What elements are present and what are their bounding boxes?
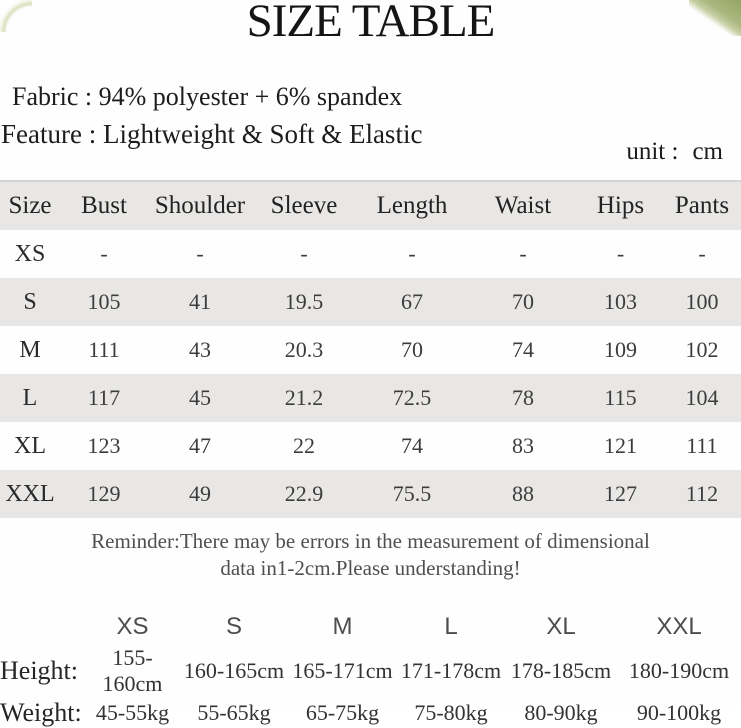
table-cell: 88 xyxy=(512,481,534,506)
table-cell: 109 xyxy=(604,337,637,362)
table-cell: XL xyxy=(14,432,46,459)
column-header: Shoulder xyxy=(154,192,246,219)
table-cell: S xyxy=(225,612,242,640)
table-cell: 78 xyxy=(512,385,534,410)
table-row xyxy=(0,608,741,645)
table-cell: 104 xyxy=(685,385,719,410)
table-cell: 75-80kg xyxy=(414,699,488,725)
table-cell: 100 xyxy=(685,289,719,314)
table-cell xyxy=(0,608,85,645)
table-row xyxy=(0,645,741,697)
table-cell: 121 xyxy=(604,433,637,458)
table-cell: XL xyxy=(546,612,576,640)
column-header: Pants xyxy=(674,192,730,219)
table-cell: S xyxy=(23,288,37,315)
table-cell: 22 xyxy=(293,433,315,458)
table-cell: XXL xyxy=(656,612,702,640)
column-header: Hips xyxy=(596,192,645,219)
table-cell: 112 xyxy=(685,481,719,506)
table-cell: - xyxy=(698,241,706,266)
column-header: Waist xyxy=(494,192,552,219)
reminder-text xyxy=(0,528,741,582)
table-cell: 74 xyxy=(401,433,423,458)
table-cell: 178-185cm xyxy=(510,658,612,683)
table-cell: 22.9 xyxy=(284,481,324,506)
table-row xyxy=(0,697,741,728)
table-cell: 171-178cm xyxy=(400,658,502,683)
unit-value: cm xyxy=(692,138,723,165)
height-weight-table xyxy=(0,608,741,728)
feature-info: Feature : Lightweight & Soft & Elastic xyxy=(1,119,423,149)
table-cell: 160-165cm xyxy=(183,658,285,683)
header-row xyxy=(0,181,741,230)
table-cell: 127 xyxy=(604,481,637,506)
table-cell: 90-100kg xyxy=(636,699,722,725)
table-row xyxy=(0,422,741,470)
table-cell: - xyxy=(300,241,308,266)
table-row xyxy=(0,470,741,518)
table-cell: 102 xyxy=(685,337,719,362)
table-cell: 155-160cm xyxy=(102,645,163,696)
table-cell: 49 xyxy=(189,481,211,506)
table-cell: - xyxy=(408,241,416,266)
table-cell: 129 xyxy=(87,481,121,506)
table-cell: 70 xyxy=(512,289,534,314)
table-cell: - xyxy=(519,241,527,266)
table-cell: M xyxy=(332,612,353,640)
table-cell: Weight: xyxy=(0,697,82,727)
fabric-info: Fabric : 94% polyester + 6% spandex xyxy=(12,82,403,111)
table-cell: 123 xyxy=(87,433,121,458)
page-title: SIZE TABLE xyxy=(246,0,495,47)
unit-label: unit : xyxy=(626,138,679,165)
column-header: Bust xyxy=(81,192,127,219)
table-cell: 47 xyxy=(189,433,211,458)
unit-note xyxy=(626,138,723,166)
table-cell: L xyxy=(22,384,38,411)
table-cell: 45-55kg xyxy=(95,699,170,725)
table-cell: M xyxy=(19,336,41,363)
table-cell: 111 xyxy=(686,433,718,458)
table-cell: - xyxy=(196,241,204,266)
column-header: Sleeve xyxy=(270,192,338,219)
table-cell: 105 xyxy=(87,289,121,314)
table-cell: 45 xyxy=(189,385,211,410)
table-cell: 20.3 xyxy=(284,337,324,362)
table-cell: L xyxy=(444,612,458,640)
column-header: Length xyxy=(376,192,448,219)
table-row xyxy=(0,326,741,374)
table-cell: 80-90kg xyxy=(524,699,598,725)
table-cell: 72.5 xyxy=(392,385,432,410)
column-header: Size xyxy=(8,192,52,219)
table-cell: 165-171cm xyxy=(292,658,393,683)
table-cell: XS xyxy=(116,612,149,640)
table-cell: 65-75kg xyxy=(305,699,380,725)
table-cell: 70 xyxy=(401,337,423,362)
table-cell: - xyxy=(616,241,625,266)
table-cell: 19.5 xyxy=(284,289,324,314)
table-row xyxy=(0,278,741,326)
size-table xyxy=(0,180,741,518)
table-cell: 21.2 xyxy=(284,385,324,410)
table-cell: 111 xyxy=(88,337,120,362)
table-cell: 117 xyxy=(87,385,121,410)
table-cell: 41 xyxy=(189,289,211,314)
table-cell: Height: xyxy=(0,656,78,685)
reminder-line-2: data in1-2cm.Please understanding! xyxy=(220,556,521,580)
table-row xyxy=(0,374,741,422)
table-cell: 103 xyxy=(604,289,637,314)
table-row xyxy=(0,230,741,278)
table-cell: XXL xyxy=(5,480,55,507)
table-cell: XS xyxy=(14,240,46,267)
table-cell: 55-65kg xyxy=(197,699,271,725)
table-cell: 74 xyxy=(512,337,534,362)
table-cell: 43 xyxy=(189,337,211,362)
reminder-line-1: Reminder:There may be errors in the measurement of dimensional xyxy=(91,529,650,553)
table-cell: 115 xyxy=(604,385,637,410)
table-cell: 180-190cm xyxy=(628,658,730,683)
table-cell: 75.5 xyxy=(392,481,432,506)
table-cell: 83 xyxy=(512,433,534,458)
table-cell: - xyxy=(100,241,108,266)
table-cell: 67 xyxy=(401,289,423,314)
